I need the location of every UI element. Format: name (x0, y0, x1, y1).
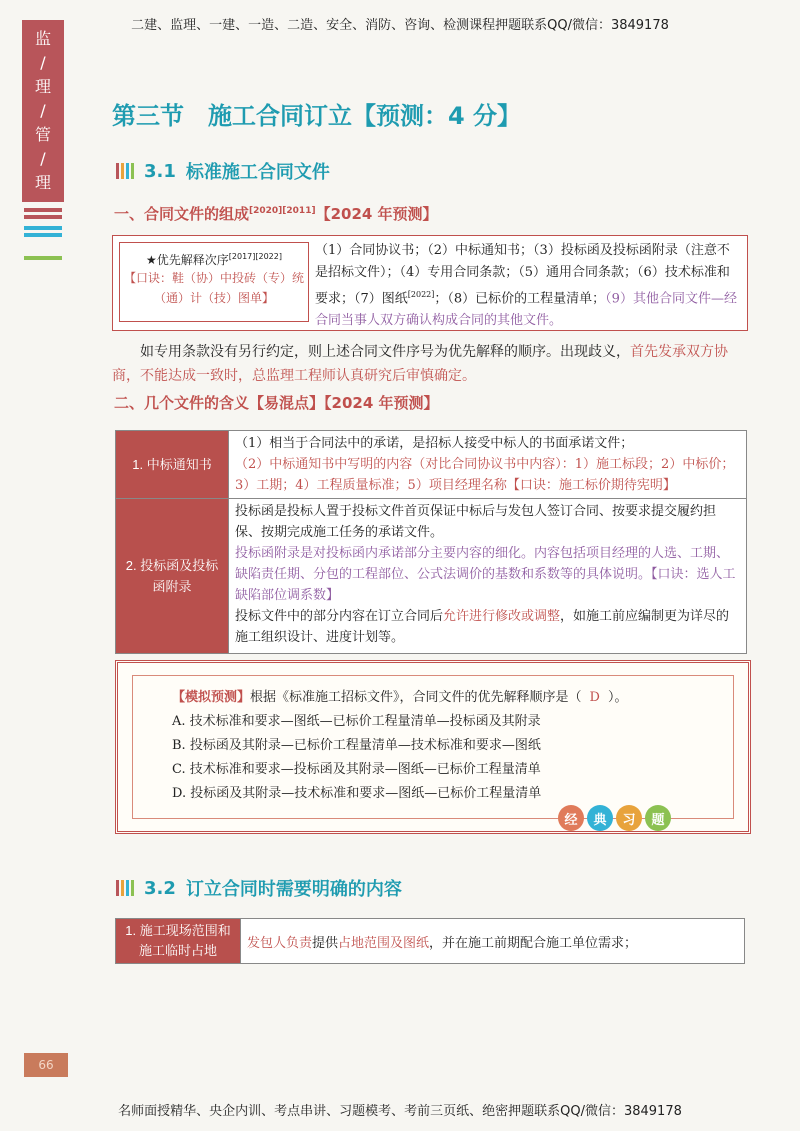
page-number: 66 (24, 1053, 68, 1077)
subsection-3-2: 3.2 订立合同时需要明确的内容 (116, 875, 402, 901)
quiz-option-c: C. 技术标准和要求—投标函及其附录—图纸—已标价工程量清单 (172, 762, 541, 777)
badge: 题 (645, 805, 671, 831)
side-tab-char: 管 (34, 125, 51, 144)
mnemonic: 【口诀：鞋（协）中投砖（专）统（通）计（技）图单】 (123, 271, 304, 305)
section-title: 第三节 施工合同订立【预测：4 分】 (112, 102, 522, 130)
table-row: 1. 中标通知书 （1）相当于合同法中的承诺，是招标人接受中标人的书面承诺文件； （2）中标通知书中写明的内容（对比合同协议书中内容）：1）施工标段；2）中标价；3）工期；4）工程质量标准；5）项目经理名称【口诀：施工标价期待宪明】 (116, 431, 747, 499)
side-tab: 监 / 理 / 管 / 理 (22, 20, 64, 202)
top-banner: 二建、监理、一建、一造、二造、安全、消防、咨询、检测课程押题联系QQ/微信：3849178 (131, 18, 669, 33)
side-tab-char: 理 (34, 173, 51, 192)
quiz-option-d: D. 投标函及其附录—技术标准和要求—图纸—已标价工程量清单 (172, 786, 542, 801)
row-label: 1. 中标通知书 (116, 431, 229, 499)
side-tab-char: 监 (34, 29, 51, 48)
table-row: 1. 施工现场范围和施工临时占地 发包人负责提供占地范围及图纸，并在施工前期配合施工单位需求； (116, 919, 745, 964)
bars-icon (116, 163, 134, 179)
heading-document-meanings: 二、几个文件的含义【易混点】【2024 年预测】 (114, 394, 439, 412)
section-prediction: 【预测：4 分】 (352, 102, 522, 130)
bars-icon (116, 880, 134, 896)
quiz-frame (115, 660, 751, 834)
quiz-option-a: A. 技术标准和要求—图纸—已标价工程量清单—投标函及其附录 (172, 714, 541, 729)
side-tab-char: 理 (34, 77, 51, 96)
priority-box-left: ★优先解释次序[2017][2022] 【口诀：鞋（协）中投砖（专）统（通）计（技）图单】 (119, 242, 309, 322)
quiz-option-b: B. 投标函及其附录—已标价工程量清单—技术标准和要求—图纸 (172, 738, 541, 753)
row-label: 2. 投标函及投标函附录 (116, 499, 229, 654)
table-row: 2. 投标函及投标函附录 投标函是投标人置于投标文件首页保证中标后与发包人签订合同、按要求提交履约担保、按期完成施工任务的承诺文件。 投标函附录是对投标函内承诺部分主要内容的细化。内容包括项目经理的人选、工期、缺陷责任期、分包的工程部位、公式法调价的基数和系数等的具体说明。【口诀：选人工缺陷部位调系数】 投标文件中的部分内容在订立合同后允许进行修改或调整，如施工前应编制更为详尽的施工组织设计、进度计划等。 (116, 499, 747, 654)
row-label: 1. 施工现场范围和施工临时占地 (116, 919, 241, 964)
priority-box-right: （1）合同协议书；（2）中标通知书；（3）投标函及投标函附录（注意不是招标文件）；（4）专用合同条款；（5）通用合同条款；（6）技术标准和要求；（7）图纸[2022]；（8）已标价的工程量清单；（9）其他合同文件—经合同当事人双方确认构成合同的其他文件。 (315, 243, 737, 329)
badge: 典 (587, 805, 613, 831)
contract-content-table (115, 918, 745, 964)
documents-table (115, 430, 747, 654)
quiz-content (172, 685, 732, 806)
quiz-stem: 【模拟预测】根据《标准施工招标文件》，合同文件的优先解释顺序是（ D ）。 (172, 689, 628, 705)
heading-contract-composition: 一、合同文件的组成[2020][2011]【2024 年预测】 (114, 205, 438, 223)
priority-box (112, 235, 748, 331)
bottom-banner: 名师面授精华、央企内训、考点串讲、习题模考、考前三页纸、绝密押题联系QQ/微信：3849178 (118, 1104, 682, 1119)
badge: 习 (616, 805, 642, 831)
quiz-answer: D (589, 690, 600, 705)
subsection-3-1: 3.1 标准施工合同文件 (116, 158, 330, 184)
paragraph-priority: 如专用条款没有另行约定，则上述合同文件序号为优先解释的顺序。出现歧义，首先发承双方协商，不能达成一致时，总监理工程师认真研究后审慎确定。 (112, 344, 728, 384)
badge: 经 (558, 805, 584, 831)
